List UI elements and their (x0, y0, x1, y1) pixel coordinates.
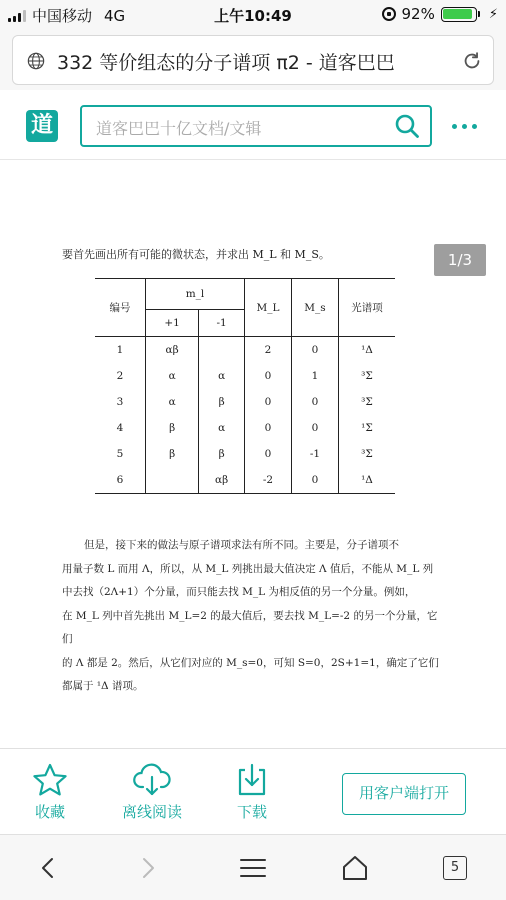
cell-number: 3 (116, 396, 124, 408)
browser-nav-bar (0, 834, 506, 900)
reload-icon[interactable] (461, 50, 483, 72)
cloud-download-icon (132, 763, 172, 797)
header-ML: M_L (245, 279, 292, 337)
cell-ML: 0 (245, 415, 292, 441)
network-type: 4G (104, 6, 126, 25)
page-indicator: 1/3 (434, 244, 486, 276)
cell-Ms: -1 (292, 441, 339, 467)
cell-ML: 2 (245, 337, 292, 364)
cell-number: 1 (116, 344, 124, 356)
offline-label: 离线阅读 (121, 803, 182, 821)
doc-toolbar (0, 748, 506, 834)
paragraph-line: 的 Λ 都是 2。然后，从它们对应的 M_s=0，可知 S=0，2S+1=1，确定了它们 (62, 656, 439, 669)
microstate-table (95, 278, 395, 494)
table-row (95, 363, 395, 389)
explanation-paragraph (62, 534, 446, 699)
star-icon (31, 763, 69, 797)
cell-minus1: α (199, 415, 245, 441)
cell-plus1 (146, 467, 199, 494)
paragraph-line: 中去找（2Λ+1）个分量，而只能去找 M_L 为相反值的另一个分量。例如， (62, 586, 416, 598)
cell-plus1: β (146, 441, 199, 467)
status-right (382, 5, 498, 23)
globe-icon (27, 52, 45, 70)
cell-ML: 0 (245, 363, 292, 389)
rotation-lock-icon (382, 7, 396, 21)
tabs-button[interactable]: 5 (443, 856, 467, 880)
document-viewer[interactable] (0, 160, 506, 748)
cell-number: 5 (116, 448, 124, 460)
cell-minus1: α (199, 363, 245, 389)
cell-ML: -2 (245, 467, 292, 494)
paragraph-line: 但是，接下来的做法与原子谱项求法有所不同。主要是，分子谱项不 (84, 539, 399, 551)
favorite-button[interactable] (10, 763, 90, 822)
favorite-label: 收藏 (34, 803, 65, 821)
cell-Ms: 1 (292, 363, 339, 389)
cell-Ms: 0 (292, 337, 339, 364)
cell-term: ³Σ (339, 441, 396, 467)
battery-fill (443, 9, 472, 19)
cell-minus1: αβ (199, 467, 245, 494)
header-term: 光谱项 (339, 279, 396, 337)
cell-Ms: 0 (292, 389, 339, 415)
cell-plus1: αβ (146, 337, 199, 364)
cell-plus1: α (146, 363, 199, 389)
cell-ML: 0 (245, 389, 292, 415)
paragraph-line: 都属于 ¹Δ 谱项。 (62, 680, 144, 692)
cell-term: ¹Δ (339, 467, 396, 494)
paragraph-line: 在 M_L 列中首先挑出 M_L=2 的最大值后，要去找 M_L=-2 的另一个分量，它们 (62, 609, 438, 645)
search-input[interactable] (80, 105, 432, 147)
header-Ms: M_s (292, 279, 339, 337)
table-row (95, 441, 395, 467)
back-icon[interactable] (33, 853, 63, 883)
table-row (95, 415, 395, 441)
cell-term: ³Σ (339, 363, 396, 389)
cell-minus1 (199, 337, 245, 364)
cell-number: 6 (116, 474, 124, 486)
page-title: 332 等价组态的分子谱项 π2 - 道客巴巴 (57, 52, 395, 74)
forward-icon[interactable] (133, 853, 163, 883)
browser-address-area (0, 30, 506, 90)
cell-minus1: β (199, 441, 245, 467)
cell-plus1: α (146, 389, 199, 415)
search-icon[interactable] (394, 113, 420, 139)
cell-term: ¹Σ (339, 415, 396, 441)
site-logo[interactable]: 道 (26, 110, 58, 142)
download-icon (233, 763, 271, 797)
header-ml: m_l (146, 279, 245, 310)
battery-icon (441, 7, 480, 22)
table-row (95, 337, 395, 364)
search-placeholder: 道客巴巴十亿文档/文辑 (96, 119, 262, 138)
charging-bolt-icon: ⚡ (488, 6, 498, 22)
header-minus1: -1 (199, 310, 245, 337)
table-row (95, 389, 395, 415)
cell-Ms: 0 (292, 415, 339, 441)
menu-icon[interactable] (238, 853, 268, 883)
address-bar[interactable] (12, 35, 494, 85)
intro-text: 要首先画出所有可能的微状态，并求出 M_L 和 M_S。 (62, 248, 330, 261)
cell-minus1: β (199, 389, 245, 415)
cell-plus1: β (146, 415, 199, 441)
status-bar (0, 0, 506, 30)
header-number: 编号 (95, 279, 146, 337)
paragraph-line: 用量子数 L 而用 Λ，所以，从 M_L 列挑出最大值决定 Λ 值后，不能从 M_L 列 (62, 562, 434, 575)
cell-term: ¹Δ (339, 337, 396, 364)
download-label: 下载 (236, 803, 267, 821)
table-row (95, 467, 395, 494)
cell-Ms: 0 (292, 467, 339, 494)
open-in-app-button[interactable]: 用客户端打开 (342, 773, 466, 815)
carrier-name: 中国移动 (32, 7, 93, 25)
home-icon[interactable] (340, 853, 370, 883)
battery-percent: 92% (401, 5, 435, 23)
offline-read-button[interactable] (112, 763, 192, 822)
site-header (0, 90, 506, 160)
header-plus1: +1 (146, 310, 199, 337)
download-button[interactable] (212, 763, 292, 822)
cell-ML: 0 (245, 441, 292, 467)
status-time: 上午10:49 (214, 7, 292, 25)
cell-number: 2 (116, 370, 124, 382)
more-icon[interactable] (452, 124, 477, 129)
cell-term: ³Σ (339, 389, 396, 415)
cell-number: 4 (116, 422, 124, 434)
